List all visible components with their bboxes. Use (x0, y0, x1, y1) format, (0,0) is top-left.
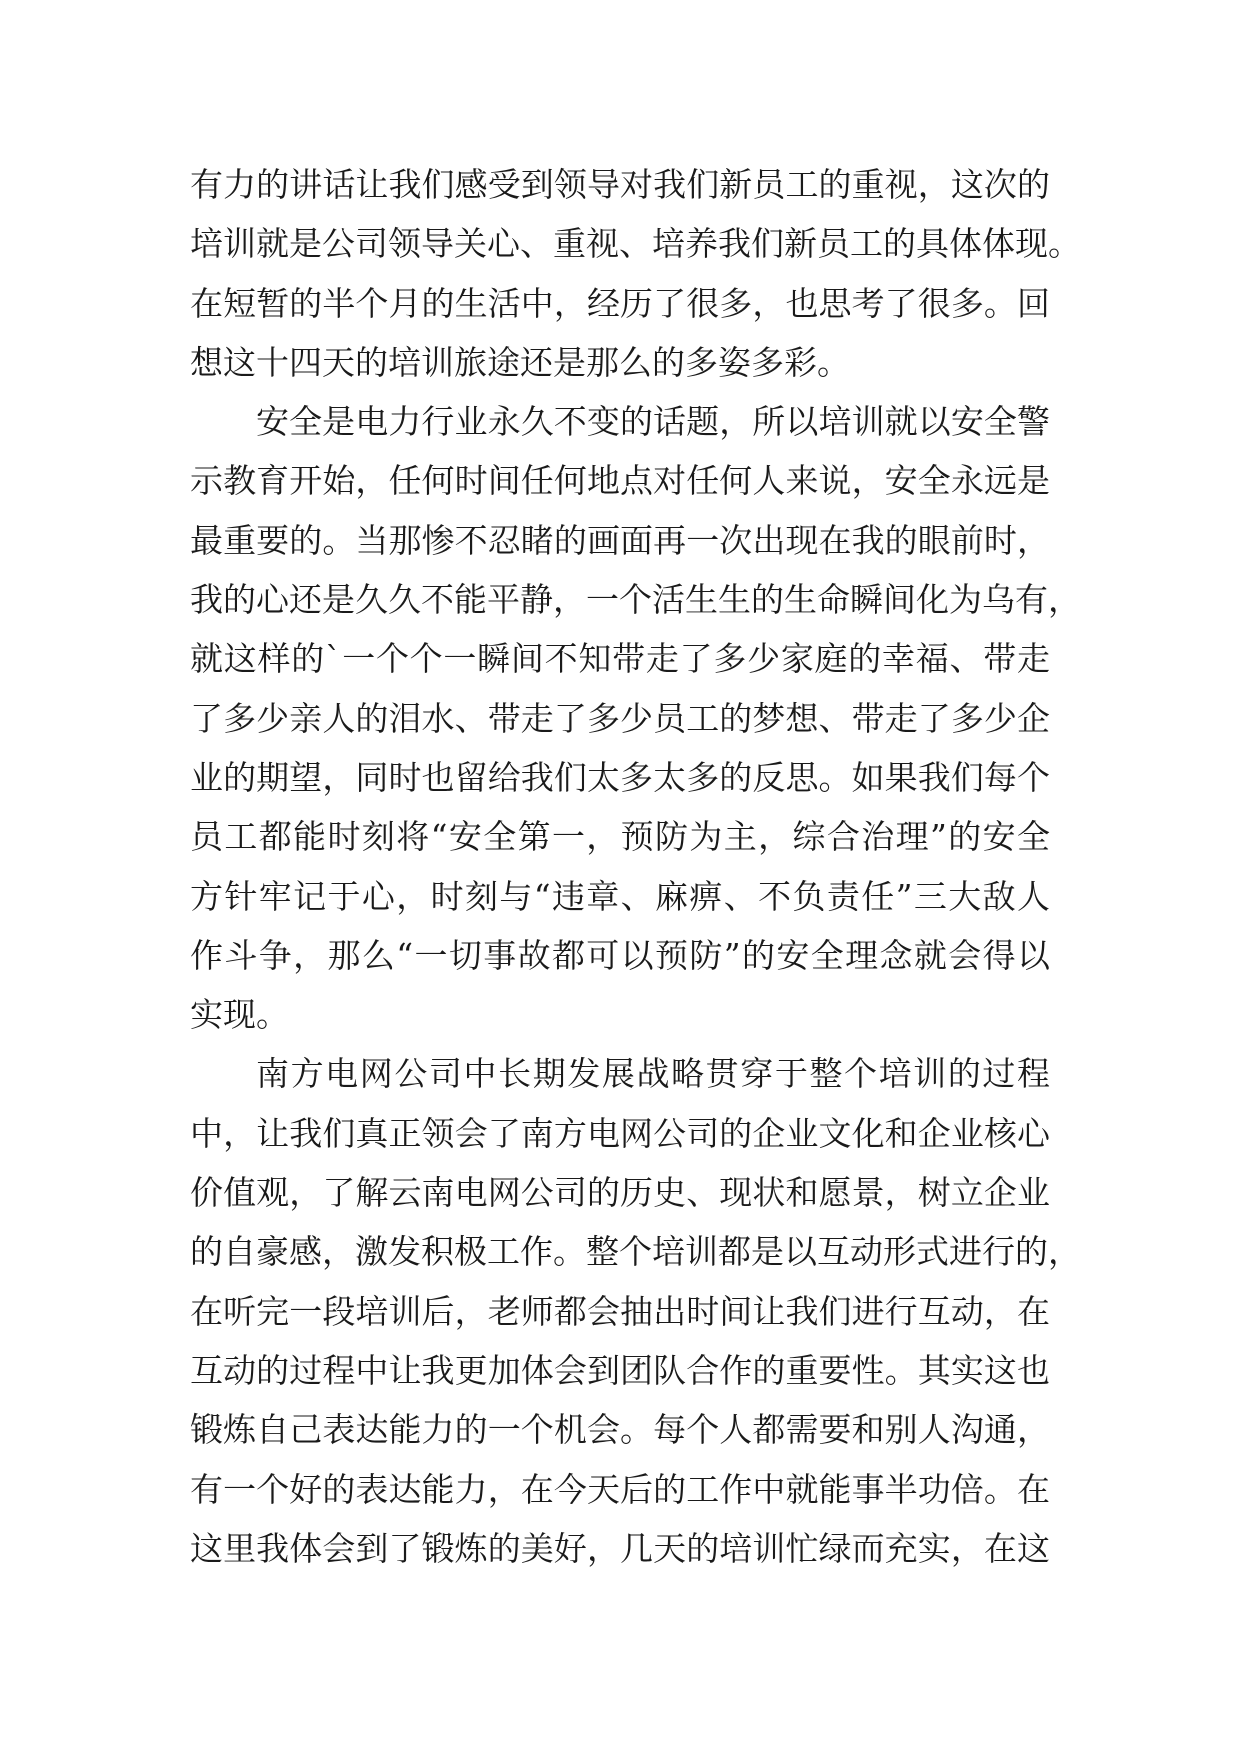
paragraph-first-line: 南方电网公司中长期发展战略贯穿于整个培训的过程 (256, 1054, 1050, 1094)
text-line: 这里我体会到了锻炼的美好，几天的培训忙绿而充实，在这 (190, 1528, 1050, 1568)
text-line: 作斗争，那么“一切事故都可以预防”的安全理念就会得以 (190, 935, 1050, 975)
text-line: 员工都能时刻将“安全第一，预防为主，综合治理”的安全 (190, 817, 1050, 857)
text-line: 最重要的。当那惨不忍睹的画面再一次出现在我的眼前时， (190, 520, 1050, 560)
text-line: 在听完一段培训后，老师都会抽出时间让我们进行互动，在 (190, 1291, 1050, 1331)
text-line: 示教育开始，任何时间任何地点对任何人来说，安全永远是 (190, 461, 1050, 501)
text-line: 在短暂的半个月的生活中，经历了很多，也思考了很多。回 (190, 283, 1050, 323)
text-line: 锻炼自己表达能力的一个机会。每个人都需要和别人沟通， (190, 1410, 1050, 1450)
text-line: 价值观，了解云南电网公司的历史、现状和愿景，树立企业 (190, 1173, 1050, 1213)
paragraph-first-line: 安全是电力行业永久不变的话题，所以培训就以安全警 (256, 402, 1050, 442)
body-text (190, 155, 1081, 1578)
text-line: 就这样的`一个个一瞬间不知带走了多少家庭的幸福、带走 (190, 639, 1050, 679)
text-line: 业的期望，同时也留给我们太多太多的反思。如果我们每个 (190, 757, 1050, 797)
text-line: 中，让我们真正领会了南方电网公司的企业文化和企业核心 (190, 1113, 1050, 1153)
text-line: 实现。 (190, 995, 289, 1035)
text-line: 有力的讲话让我们感受到领导对我们新员工的重视，这次的 (190, 165, 1050, 204)
text-line: 了多少亲人的泪水、带走了多少员工的梦想、带走了多少企 (190, 698, 1050, 738)
text-line: 我的心还是久久不能平静，一个活生生的生命瞬间化为乌有， (190, 580, 1081, 620)
text-line: 想这十四天的培训旅途还是那么的多姿多彩。 (190, 342, 850, 382)
text-line: 方针牢记于心，时刻与“违章、麻痹、不负责任”三大敌人 (190, 876, 1050, 916)
text-line: 培训就是公司领导关心、重视、培养我们新员工的具体体现。 (190, 224, 1081, 264)
text-line: 互动的过程中让我更加体会到团队合作的重要性。其实这也 (190, 1350, 1050, 1390)
text-line: 的自豪感，激发积极工作。整个培训都是以互动形式进行的， (190, 1232, 1081, 1272)
text-line: 有一个好的表达能力，在今天后的工作中就能事半功倍。在 (190, 1469, 1050, 1509)
